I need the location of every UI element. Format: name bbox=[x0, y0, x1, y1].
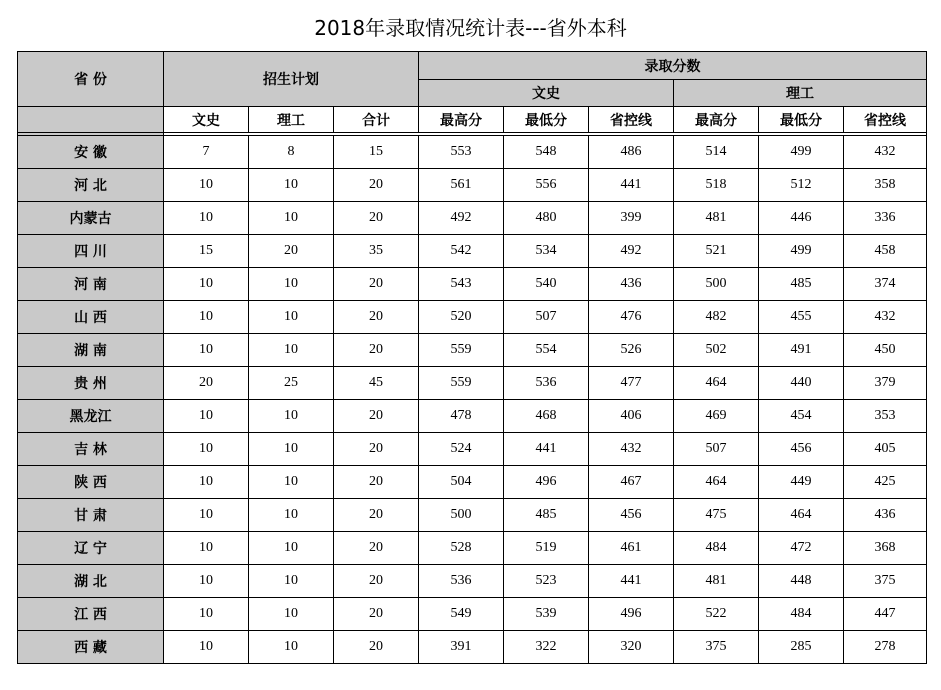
value-cell: 20 bbox=[334, 631, 419, 664]
header-ligong-max: 最高分 bbox=[674, 107, 759, 133]
value-cell: 496 bbox=[589, 598, 674, 631]
value-cell: 10 bbox=[249, 400, 334, 433]
table-row bbox=[18, 565, 927, 598]
header-plan: 招生计划 bbox=[164, 52, 419, 107]
value-cell: 432 bbox=[844, 301, 927, 334]
value-cell: 539 bbox=[504, 598, 589, 631]
province-cell: 安 徽 bbox=[18, 136, 164, 169]
value-cell: 45 bbox=[334, 367, 419, 400]
value-cell: 20 bbox=[334, 598, 419, 631]
province-cell: 陕 西 bbox=[18, 466, 164, 499]
value-cell: 379 bbox=[844, 367, 927, 400]
value-cell: 484 bbox=[674, 532, 759, 565]
value-cell: 553 bbox=[419, 136, 504, 169]
value-cell: 278 bbox=[844, 631, 927, 664]
header-plan-wenshi: 文史 bbox=[164, 107, 249, 133]
value-cell: 441 bbox=[589, 565, 674, 598]
value-cell: 500 bbox=[674, 268, 759, 301]
value-cell: 405 bbox=[844, 433, 927, 466]
value-cell: 507 bbox=[504, 301, 589, 334]
value-cell: 548 bbox=[504, 136, 589, 169]
value-cell: 464 bbox=[759, 499, 844, 532]
value-cell: 25 bbox=[249, 367, 334, 400]
value-cell: 519 bbox=[504, 532, 589, 565]
header-wenshi: 文史 bbox=[419, 80, 674, 107]
value-cell: 15 bbox=[334, 136, 419, 169]
value-cell: 482 bbox=[674, 301, 759, 334]
value-cell: 476 bbox=[589, 301, 674, 334]
value-cell: 20 bbox=[249, 235, 334, 268]
value-cell: 20 bbox=[334, 268, 419, 301]
value-cell: 35 bbox=[334, 235, 419, 268]
admission-stats-table bbox=[17, 51, 927, 664]
value-cell: 10 bbox=[164, 301, 249, 334]
table-row bbox=[18, 631, 927, 664]
value-cell: 464 bbox=[674, 466, 759, 499]
value-cell: 20 bbox=[334, 499, 419, 532]
value-cell: 20 bbox=[334, 334, 419, 367]
value-cell: 10 bbox=[249, 334, 334, 367]
province-cell: 黑龙江 bbox=[18, 400, 164, 433]
value-cell: 15 bbox=[164, 235, 249, 268]
table-row bbox=[18, 367, 927, 400]
value-cell: 481 bbox=[674, 202, 759, 235]
value-cell: 486 bbox=[589, 136, 674, 169]
value-cell: 432 bbox=[589, 433, 674, 466]
value-cell: 10 bbox=[249, 565, 334, 598]
table-row bbox=[18, 334, 927, 367]
header-wenshi-min: 最低分 bbox=[504, 107, 589, 133]
value-cell: 406 bbox=[589, 400, 674, 433]
value-cell: 449 bbox=[759, 466, 844, 499]
table-body bbox=[18, 136, 927, 664]
value-cell: 504 bbox=[419, 466, 504, 499]
value-cell: 492 bbox=[419, 202, 504, 235]
value-cell: 556 bbox=[504, 169, 589, 202]
value-cell: 10 bbox=[164, 433, 249, 466]
value-cell: 484 bbox=[759, 598, 844, 631]
value-cell: 10 bbox=[164, 631, 249, 664]
province-cell: 西 藏 bbox=[18, 631, 164, 664]
value-cell: 475 bbox=[674, 499, 759, 532]
header-plan-ligong: 理工 bbox=[249, 107, 334, 133]
value-cell: 10 bbox=[164, 532, 249, 565]
value-cell: 10 bbox=[164, 598, 249, 631]
value-cell: 432 bbox=[844, 136, 927, 169]
value-cell: 10 bbox=[249, 466, 334, 499]
value-cell: 425 bbox=[844, 466, 927, 499]
table-row bbox=[18, 400, 927, 433]
value-cell: 10 bbox=[249, 532, 334, 565]
table-row bbox=[18, 169, 927, 202]
value-cell: 536 bbox=[504, 367, 589, 400]
value-cell: 448 bbox=[759, 565, 844, 598]
value-cell: 524 bbox=[419, 433, 504, 466]
value-cell: 441 bbox=[504, 433, 589, 466]
value-cell: 456 bbox=[589, 499, 674, 532]
value-cell: 514 bbox=[674, 136, 759, 169]
value-cell: 559 bbox=[419, 334, 504, 367]
province-cell: 湖 南 bbox=[18, 334, 164, 367]
value-cell: 491 bbox=[759, 334, 844, 367]
value-cell: 526 bbox=[589, 334, 674, 367]
value-cell: 20 bbox=[334, 400, 419, 433]
value-cell: 391 bbox=[419, 631, 504, 664]
value-cell: 464 bbox=[674, 367, 759, 400]
value-cell: 456 bbox=[759, 433, 844, 466]
value-cell: 512 bbox=[759, 169, 844, 202]
value-cell: 518 bbox=[674, 169, 759, 202]
header-plan-total: 合计 bbox=[334, 107, 419, 133]
value-cell: 10 bbox=[164, 400, 249, 433]
value-cell: 20 bbox=[164, 367, 249, 400]
value-cell: 10 bbox=[164, 466, 249, 499]
value-cell: 358 bbox=[844, 169, 927, 202]
value-cell: 458 bbox=[844, 235, 927, 268]
header-province: 省 份 bbox=[18, 52, 164, 107]
value-cell: 10 bbox=[164, 499, 249, 532]
value-cell: 322 bbox=[504, 631, 589, 664]
value-cell: 520 bbox=[419, 301, 504, 334]
value-cell: 399 bbox=[589, 202, 674, 235]
province-cell: 河 南 bbox=[18, 268, 164, 301]
value-cell: 441 bbox=[589, 169, 674, 202]
value-cell: 368 bbox=[844, 532, 927, 565]
province-cell: 内蒙古 bbox=[18, 202, 164, 235]
value-cell: 20 bbox=[334, 532, 419, 565]
value-cell: 455 bbox=[759, 301, 844, 334]
table-row bbox=[18, 202, 927, 235]
value-cell: 10 bbox=[249, 631, 334, 664]
value-cell: 528 bbox=[419, 532, 504, 565]
value-cell: 436 bbox=[589, 268, 674, 301]
table-row bbox=[18, 136, 927, 169]
value-cell: 536 bbox=[419, 565, 504, 598]
value-cell: 521 bbox=[674, 235, 759, 268]
value-cell: 500 bbox=[419, 499, 504, 532]
province-cell: 河 北 bbox=[18, 169, 164, 202]
value-cell: 446 bbox=[759, 202, 844, 235]
value-cell: 540 bbox=[504, 268, 589, 301]
value-cell: 549 bbox=[419, 598, 504, 631]
province-cell: 湖 北 bbox=[18, 565, 164, 598]
header-wenshi-max: 最高分 bbox=[419, 107, 504, 133]
value-cell: 440 bbox=[759, 367, 844, 400]
value-cell: 20 bbox=[334, 169, 419, 202]
value-cell: 10 bbox=[164, 169, 249, 202]
value-cell: 7 bbox=[164, 136, 249, 169]
value-cell: 554 bbox=[504, 334, 589, 367]
table-row bbox=[18, 268, 927, 301]
value-cell: 478 bbox=[419, 400, 504, 433]
value-cell: 436 bbox=[844, 499, 927, 532]
value-cell: 502 bbox=[674, 334, 759, 367]
value-cell: 485 bbox=[759, 268, 844, 301]
value-cell: 10 bbox=[249, 499, 334, 532]
value-cell: 542 bbox=[419, 235, 504, 268]
value-cell: 10 bbox=[249, 202, 334, 235]
value-cell: 472 bbox=[759, 532, 844, 565]
value-cell: 20 bbox=[334, 433, 419, 466]
value-cell: 20 bbox=[334, 565, 419, 598]
value-cell: 523 bbox=[504, 565, 589, 598]
province-cell: 四 川 bbox=[18, 235, 164, 268]
value-cell: 480 bbox=[504, 202, 589, 235]
value-cell: 10 bbox=[164, 268, 249, 301]
table-row bbox=[18, 301, 927, 334]
value-cell: 468 bbox=[504, 400, 589, 433]
value-cell: 10 bbox=[164, 334, 249, 367]
value-cell: 481 bbox=[674, 565, 759, 598]
value-cell: 20 bbox=[334, 202, 419, 235]
value-cell: 507 bbox=[674, 433, 759, 466]
value-cell: 522 bbox=[674, 598, 759, 631]
header-scores: 录取分数 bbox=[419, 52, 927, 80]
value-cell: 499 bbox=[759, 235, 844, 268]
value-cell: 10 bbox=[164, 565, 249, 598]
value-cell: 353 bbox=[844, 400, 927, 433]
value-cell: 20 bbox=[334, 301, 419, 334]
table-row bbox=[18, 532, 927, 565]
value-cell: 477 bbox=[589, 367, 674, 400]
value-cell: 10 bbox=[164, 202, 249, 235]
value-cell: 561 bbox=[419, 169, 504, 202]
table-row bbox=[18, 499, 927, 532]
header-province-blank bbox=[18, 107, 164, 133]
table-row bbox=[18, 598, 927, 631]
province-cell: 山 西 bbox=[18, 301, 164, 334]
value-cell: 492 bbox=[589, 235, 674, 268]
province-cell: 吉 林 bbox=[18, 433, 164, 466]
province-cell: 江 西 bbox=[18, 598, 164, 631]
value-cell: 10 bbox=[249, 169, 334, 202]
province-cell: 甘 肃 bbox=[18, 499, 164, 532]
province-cell: 贵 州 bbox=[18, 367, 164, 400]
value-cell: 543 bbox=[419, 268, 504, 301]
value-cell: 534 bbox=[504, 235, 589, 268]
value-cell: 454 bbox=[759, 400, 844, 433]
province-cell: 辽 宁 bbox=[18, 532, 164, 565]
value-cell: 10 bbox=[249, 301, 334, 334]
value-cell: 336 bbox=[844, 202, 927, 235]
value-cell: 559 bbox=[419, 367, 504, 400]
value-cell: 10 bbox=[249, 433, 334, 466]
header-wenshi-line: 省控线 bbox=[589, 107, 674, 133]
value-cell: 375 bbox=[844, 565, 927, 598]
value-cell: 450 bbox=[844, 334, 927, 367]
header-ligong: 理工 bbox=[674, 80, 927, 107]
value-cell: 485 bbox=[504, 499, 589, 532]
value-cell: 467 bbox=[589, 466, 674, 499]
value-cell: 10 bbox=[249, 598, 334, 631]
value-cell: 375 bbox=[674, 631, 759, 664]
value-cell: 469 bbox=[674, 400, 759, 433]
value-cell: 20 bbox=[334, 466, 419, 499]
value-cell: 8 bbox=[249, 136, 334, 169]
value-cell: 447 bbox=[844, 598, 927, 631]
page-title: 2018年录取情况统计表---省外本科 bbox=[314, 16, 627, 40]
value-cell: 285 bbox=[759, 631, 844, 664]
table-row bbox=[18, 235, 927, 268]
value-cell: 496 bbox=[504, 466, 589, 499]
header-ligong-min: 最低分 bbox=[759, 107, 844, 133]
value-cell: 461 bbox=[589, 532, 674, 565]
value-cell: 10 bbox=[249, 268, 334, 301]
header-ligong-line: 省控线 bbox=[844, 107, 927, 133]
value-cell: 499 bbox=[759, 136, 844, 169]
table-row bbox=[18, 433, 927, 466]
table-row bbox=[18, 466, 927, 499]
value-cell: 374 bbox=[844, 268, 927, 301]
value-cell: 320 bbox=[589, 631, 674, 664]
